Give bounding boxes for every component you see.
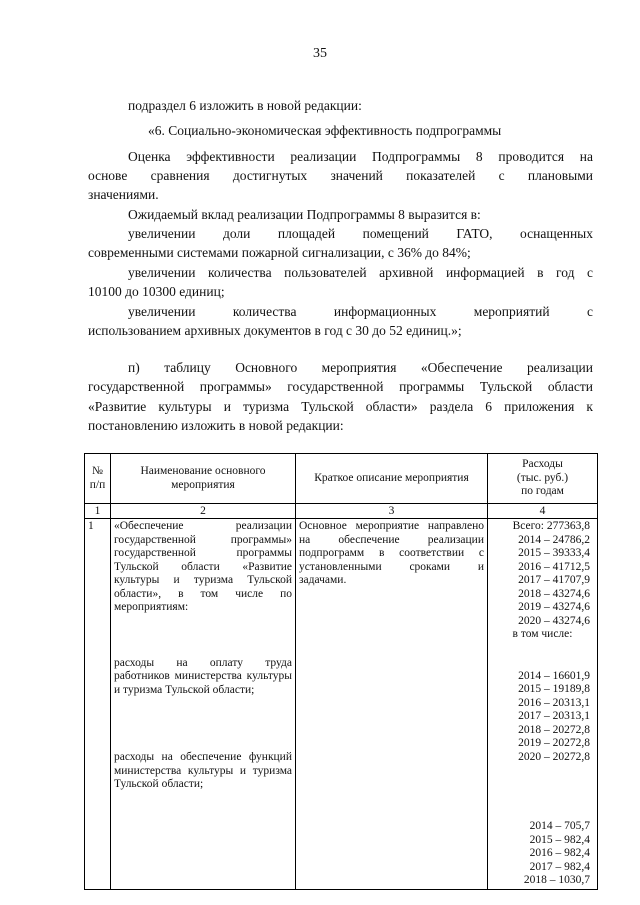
sub1-value: 2019 – 20272,8 bbox=[518, 737, 590, 749]
total-value: 2019 – 43274,6 bbox=[518, 601, 590, 613]
header-activity-name: Наименование основного мероприятия bbox=[111, 454, 296, 504]
paragraph-expected: Ожидаемый вклад реализации Подпрограммы 8 выразится в: bbox=[128, 207, 481, 222]
header-expenses-l2: (тыс. руб.) bbox=[516, 471, 569, 484]
paragraph-fire-alarm-l2: современными системами пожарной сигнализации, с 36% до 84%; bbox=[88, 245, 471, 260]
total-value: 2020 – 43274,6 bbox=[518, 614, 590, 627]
activity-description-cell bbox=[296, 519, 488, 890]
sub2-value: 2018 – 1030,7 bbox=[523, 874, 590, 886]
sub1-value: 2020 – 20272,8 bbox=[518, 750, 590, 763]
activity-name-main: «Обеспечение реализации государственной программы» государственной программы Тульской области «Развитие культуры и туризма Тульской области», в том числе по мероприятиям: bbox=[114, 520, 292, 613]
total-value: 2016 – 41712,5 bbox=[518, 560, 590, 573]
activity-sub2-name: расходы на обеспечение функций министерства культуры и туризма Тульской области; bbox=[114, 751, 292, 790]
header-expenses-l3: по годам bbox=[521, 485, 564, 498]
activity-sub1-name: расходы на оплату труда работников министерства культуры и туризма Тульской области; bbox=[114, 656, 292, 696]
paragraph-table-intro-l3: «Развитие культуры и туризма Тульской области» раздела 6 приложения к bbox=[88, 399, 593, 414]
paragraph-assessment-l1: Оценка эффективности реализации Подпрограммы 8 проводится на bbox=[128, 149, 593, 164]
total-value: 2018 – 43274,6 bbox=[518, 587, 590, 600]
paragraph-table-intro-l2: государственной программы» государственной программы Тульской области bbox=[88, 379, 593, 394]
paragraph-archive-users-l1: увеличении количества пользователей архивной информацией в год с bbox=[128, 265, 593, 280]
paragraph-events-l2: использованием архивных документов в год с 30 до 52 единиц.»; bbox=[88, 323, 462, 338]
paragraph-table-intro-l4: постановлению изложить в новой редакции: bbox=[88, 418, 344, 433]
paragraph-assessment-l2: основе сравнения достигнутых значений показателей с плановыми bbox=[88, 168, 593, 183]
sub1-value: 2018 – 20272,8 bbox=[518, 723, 590, 736]
header-description: Краткое описание мероприятия bbox=[296, 454, 488, 504]
total-value: 2014 – 24786,2 bbox=[518, 533, 590, 546]
including-label: в том числе: bbox=[512, 628, 573, 640]
sub2-value: 2017 – 982,4 bbox=[529, 860, 590, 873]
sub1-value: 2017 – 20313,1 bbox=[518, 710, 590, 722]
col-number-1: 1 bbox=[85, 504, 111, 519]
header-expenses bbox=[488, 454, 598, 504]
total-value: 2015 – 39333,4 bbox=[518, 547, 590, 559]
row-number: 1 bbox=[85, 519, 111, 890]
page-number: 35 bbox=[313, 46, 327, 61]
activity-description: Основное мероприятие направлено на обеспечение реализации подпрограмм в соответствии с установленными сроками и задачами. bbox=[299, 520, 484, 586]
sub2-value: 2015 – 982,4 bbox=[529, 833, 590, 846]
paragraph-assessment-l3: значениями. bbox=[88, 187, 159, 202]
activity-name-cell bbox=[111, 519, 296, 890]
paragraph-fire-alarm-l1: увеличении доли площадей помещений ГАТО, оснащенных bbox=[128, 226, 593, 241]
expenses-cell bbox=[488, 519, 598, 890]
sub1-value: 2016 – 20313,1 bbox=[518, 696, 590, 709]
sub1-value: 2014 – 16601,9 bbox=[518, 669, 590, 682]
paragraph-archive-users-l2: 10100 до 10300 единиц; bbox=[88, 284, 225, 299]
paragraph-table-intro-l1: п) таблицу Основного мероприятия «Обеспечение реализации bbox=[128, 360, 593, 375]
col-number-2: 2 bbox=[111, 504, 296, 519]
header-number: № п/п bbox=[85, 454, 111, 504]
total-value: Всего: 277363,8 bbox=[512, 520, 590, 532]
sub2-value: 2016 – 982,4 bbox=[529, 847, 590, 859]
col-number-3: 3 bbox=[296, 504, 488, 519]
paragraph-events-l1: увеличении количества информационных мероприятий с bbox=[128, 304, 593, 319]
section-heading: «6. Социально-экономическая эффективность подпрограммы bbox=[148, 123, 502, 138]
col-number-4: 4 bbox=[488, 504, 598, 519]
main-activity-table bbox=[84, 453, 598, 890]
paragraph-intro: подраздел 6 изложить в новой редакции: bbox=[128, 98, 362, 113]
sub1-value: 2015 – 19189,8 bbox=[518, 683, 590, 695]
sub2-value: 2014 – 705,7 bbox=[529, 820, 590, 832]
total-value: 2017 – 41707,9 bbox=[518, 574, 590, 586]
header-expenses-l1: Расходы bbox=[522, 458, 563, 471]
